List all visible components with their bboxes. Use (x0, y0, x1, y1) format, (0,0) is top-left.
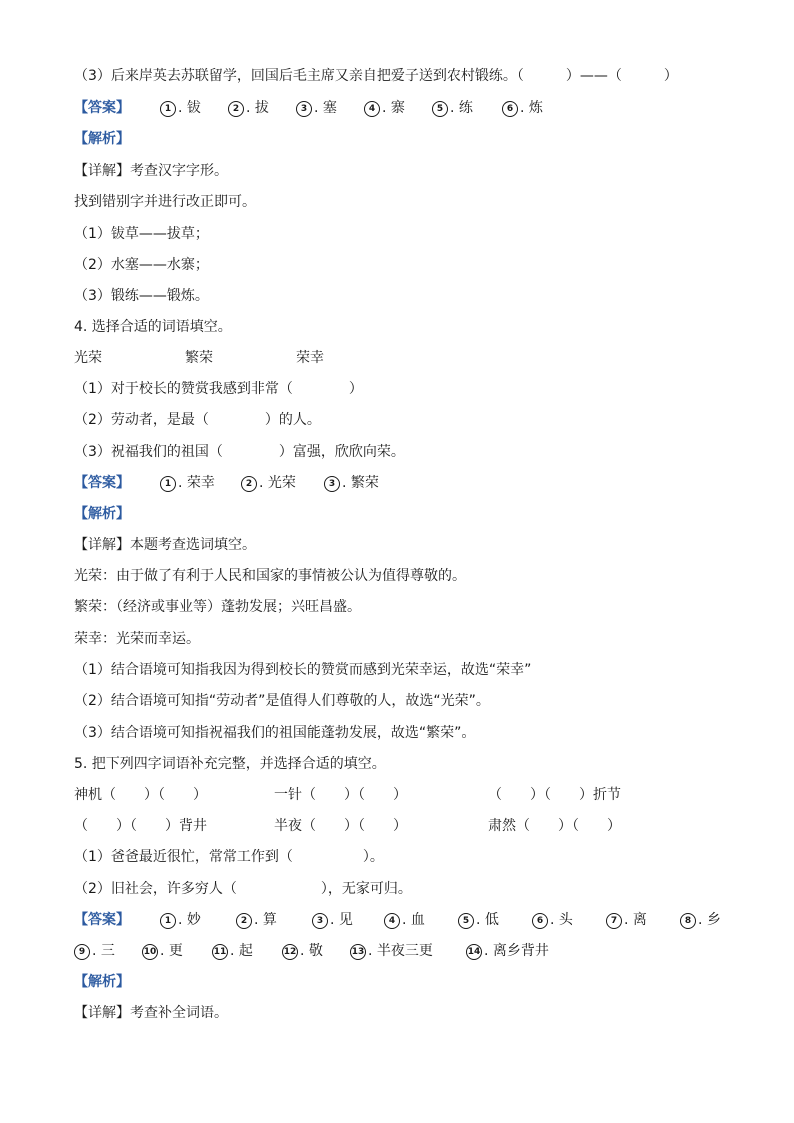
q3-answer-row (74, 99, 754, 117)
q5-sentence: （1）爸爸最近很忙，常常工作到（ ）。 (74, 849, 384, 865)
answer-item: 13 . 半夜三更 (351, 943, 433, 959)
q4-detail: 【详解】本题考查选词填空。 (74, 537, 256, 553)
circled-number-icon: 10 (142, 944, 158, 960)
q4-answer-row (74, 474, 754, 492)
circled-number-icon: 7 (606, 913, 622, 929)
answer-item: 2 . 光荣 (241, 474, 296, 492)
answer-item: 5 . 低 (458, 911, 499, 929)
q4-sentence: （1）对于校长的赞赏我感到非常（ ） (74, 381, 363, 397)
answer-item: 2 . 拔 (228, 99, 269, 117)
answer-item: 3 . 繁荣 (324, 474, 379, 492)
q5-idiom: 半夜（ ）（ ） (274, 818, 407, 834)
q5-idiom: 肃然（ ）（ ） (488, 818, 621, 834)
answer-item: 14 . 离乡背井 (467, 943, 549, 959)
answer-item: 7 . 离 (606, 911, 647, 929)
analysis-tag: 【解析】 (74, 506, 130, 522)
q4-detail-line: 繁荣：（经济或事业等）蓬勃发展；兴旺昌盛。 (74, 599, 361, 615)
answer-item: 6 . 头 (532, 911, 573, 929)
analysis-tag: 【解析】 (74, 131, 130, 147)
circled-number-icon: 6 (532, 913, 548, 929)
circled-number-icon: 12 (282, 944, 298, 960)
q3-detail-line: （1）钹草——拔草； (74, 226, 209, 242)
circled-number-icon: 3 (312, 913, 328, 929)
circled-number-icon: 9 (74, 944, 90, 960)
answer-item: 12 . 敬 (283, 943, 323, 959)
answer-item: 9 . 三 (74, 942, 115, 960)
circled-number-icon: 13 (350, 944, 366, 960)
answer-item: 1 . 荣幸 (160, 474, 215, 492)
circled-number-icon: 4 (364, 101, 380, 117)
q5-idiom: 一针（ ）（ ） (274, 787, 407, 803)
circled-number-icon: 1 (160, 101, 176, 117)
answer-tag: 【答案】 (74, 912, 130, 928)
circled-number-icon: 14 (466, 944, 482, 960)
q5-idiom: （ ）（ ）背井 (74, 818, 207, 834)
answer-item: 1 . 妙 (160, 911, 201, 929)
q5-answer-row-2 (74, 942, 754, 960)
q5-title: 5. 把下列四字词语补充完整，并选择合适的填空。 (74, 756, 386, 772)
answer-item: 4 . 寨 (364, 99, 405, 117)
analysis-tag: 【解析】 (74, 974, 130, 990)
answer-item: 6 . 炼 (502, 99, 543, 117)
answer-item: 11 . 起 (213, 943, 253, 959)
q4-sentence: （2）劳动者，是最（ ）的人。 (74, 412, 321, 428)
answer-item: 3 . 见 (312, 911, 353, 929)
q3-detail-line: （2）水塞——水寨； (74, 257, 209, 273)
q3-sentence-3: （3）后来岸英去苏联留学，回国后毛主席又亲自把爱子送到农村锻练。（ ）——（ ） (74, 68, 678, 84)
answer-item: 2 . 算 (236, 911, 277, 929)
circled-number-icon: 1 (160, 476, 176, 492)
circled-number-icon: 2 (241, 476, 257, 492)
circled-number-icon: 5 (432, 101, 448, 117)
circled-number-icon: 3 (296, 101, 312, 117)
circled-number-icon: 6 (502, 101, 518, 117)
answer-item: 4 . 血 (384, 911, 425, 929)
q4-detail-line: （3）结合语境可知指祝福我们的祖国能蓬勃发展，故选“繁荣”。 (74, 725, 476, 741)
circled-number-icon: 8 (680, 913, 696, 929)
q4-title: 4. 选择合适的词语填空。 (74, 319, 232, 335)
circled-number-icon: 2 (236, 913, 252, 929)
detail-tag: 【详解】 (74, 537, 130, 553)
answer-item: 10 . 更 (143, 943, 183, 959)
q4-word-option: 荣幸 (296, 350, 324, 366)
circled-number-icon: 1 (160, 913, 176, 929)
q4-detail-line: 光荣：由于做了有利于人民和国家的事情被公认为值得尊敬的。 (74, 568, 466, 584)
q3-detail-line: 找到错别字并进行改正即可。 (74, 194, 256, 210)
q4-word-option: 光荣 (74, 350, 102, 366)
circled-number-icon: 11 (212, 944, 228, 960)
answer-item: 1 . 钹 (160, 99, 201, 117)
detail-tag: 【详解】 (74, 1005, 130, 1021)
q3-detail-line: （3）锻练——锻炼。 (74, 288, 209, 304)
answer-tag: 【答案】 (74, 475, 130, 491)
q5-answer-row-1 (74, 911, 754, 929)
answer-item: 8 . 乡 (680, 911, 721, 929)
q4-word-option: 繁荣 (185, 350, 213, 366)
q5-detail: 【详解】考查补全词语。 (74, 1005, 228, 1021)
q4-detail-line: 荣幸：光荣而幸运。 (74, 631, 200, 647)
circled-number-icon: 2 (228, 101, 244, 117)
answer-item: 3 . 塞 (296, 99, 337, 117)
q5-idiom: （ ）（ ）折节 (488, 787, 621, 803)
q5-sentence: （2）旧社会，许多穷人（ ），无家可归。 (74, 881, 412, 897)
circled-number-icon: 4 (384, 913, 400, 929)
circled-number-icon: 3 (324, 476, 340, 492)
circled-number-icon: 5 (458, 913, 474, 929)
q4-sentence: （3）祝福我们的祖国（ ）富强，欣欣向荣。 (74, 444, 405, 460)
q5-idiom: 神机（ ）（ ） (74, 787, 207, 803)
answer-item: 5 . 练 (432, 99, 473, 117)
detail-tag: 【详解】 (74, 163, 130, 179)
answer-tag: 【答案】 (74, 100, 130, 116)
q3-detail: 【详解】考查汉字字形。 (74, 163, 228, 179)
q4-detail-line: （2）结合语境可知指“劳动者”是值得人们尊敬的人，故选“光荣”。 (74, 693, 490, 709)
q4-detail-line: （1）结合语境可知指我因为得到校长的赞赏而感到光荣幸运，故选“荣幸” (74, 662, 532, 678)
